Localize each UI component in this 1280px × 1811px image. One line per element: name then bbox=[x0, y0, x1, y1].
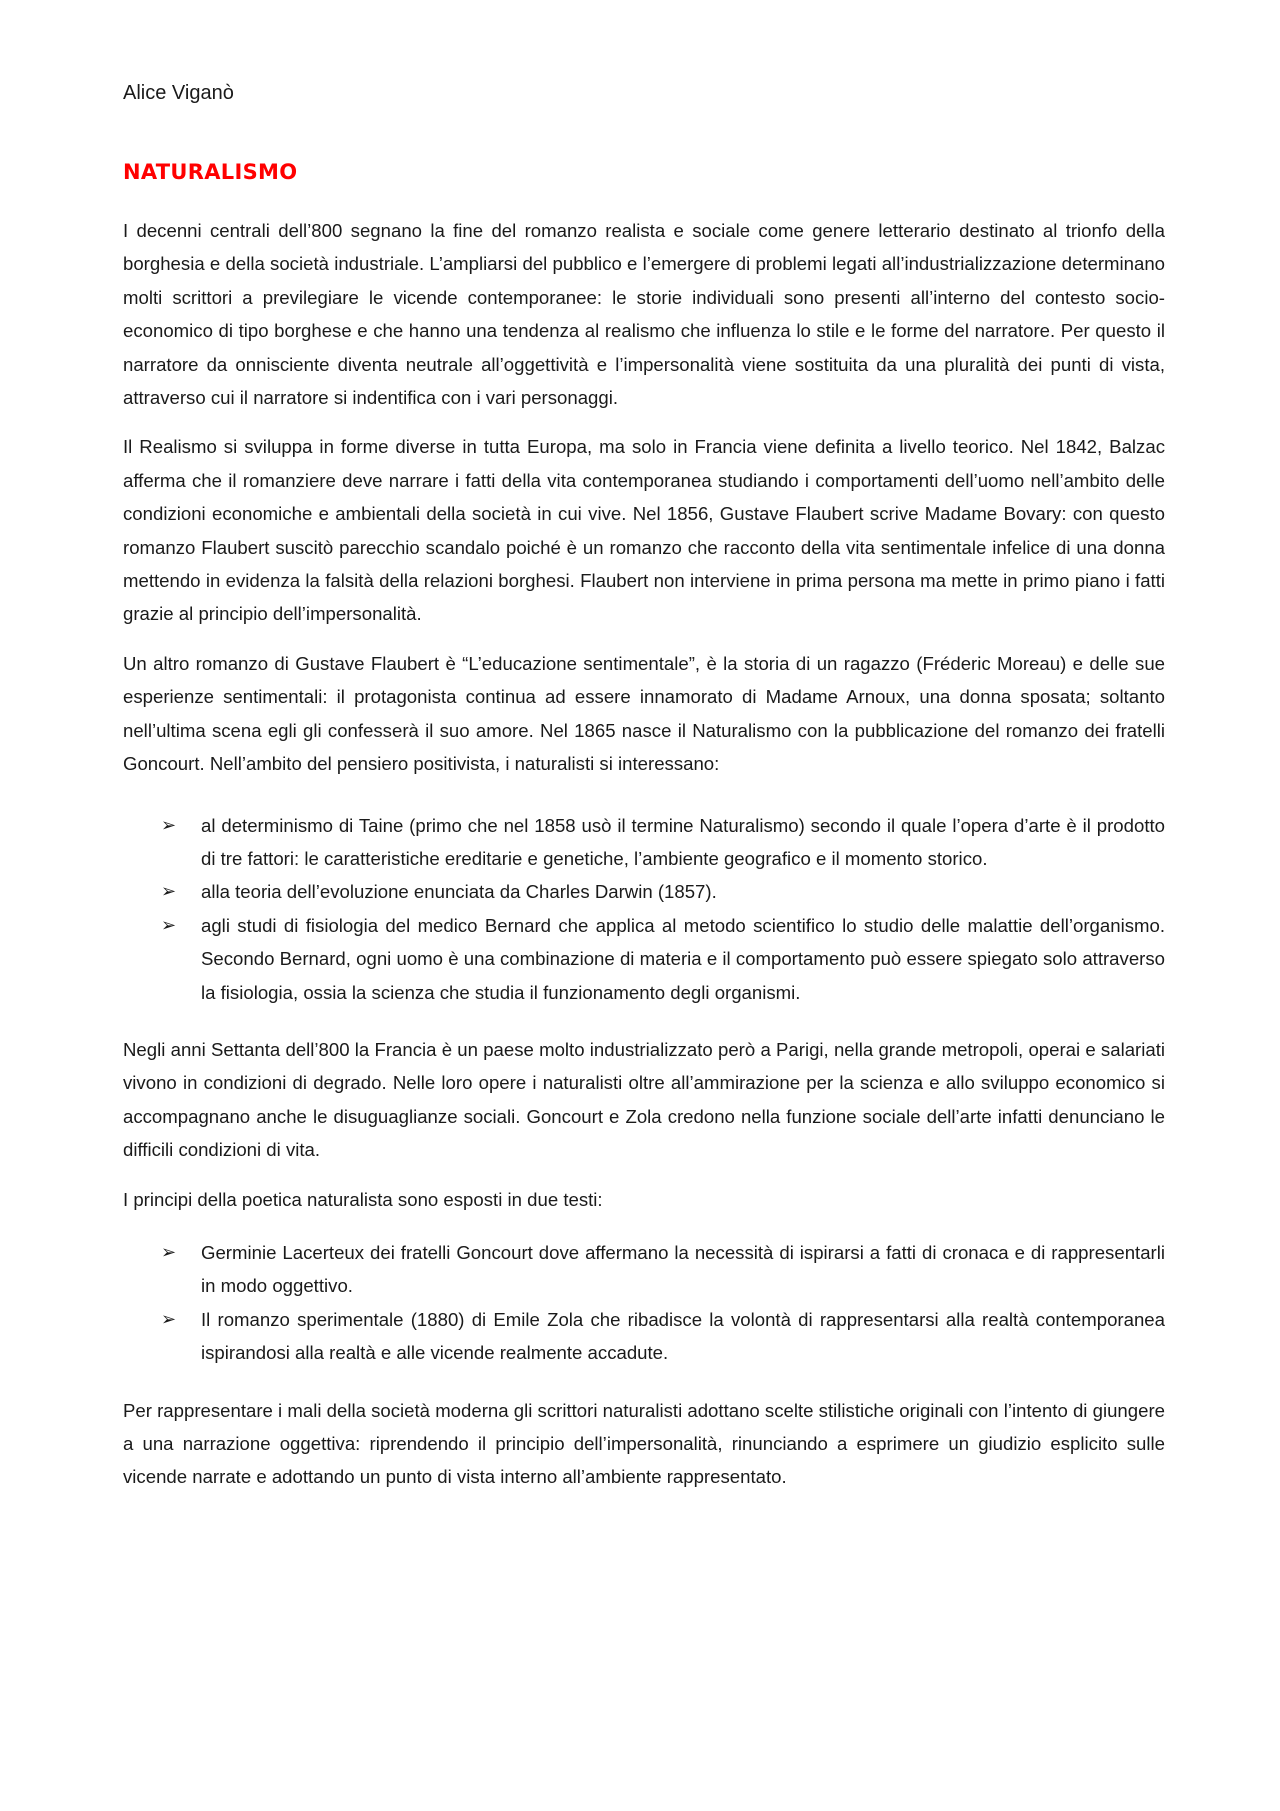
paragraph-principi: I principi della poetica naturalista sono esposti in due testi: bbox=[123, 1188, 603, 1210]
arrow-bullet-icon: ➢ bbox=[161, 1241, 177, 1262]
paragraph-parigi: Negli anni Settanta dell’800 la Francia è un paese molto industrializzato però a Parigi, nella grande metropoli, operai e salariati vivono in condizioni di degrado. Nelle loro opere i naturalisti oltre all’ammirazione per la scienza e allo sviluppo economico si accompagnano anche le disuguaglianze sociali. Goncourt e Zola credono nella funzione sociale dell’arte infatti denunciano le difficili condizioni di vita. bbox=[123, 1038, 1165, 1161]
list-item bbox=[123, 809, 1165, 876]
arrow-bullet-icon: ➢ bbox=[161, 914, 177, 935]
interests-list bbox=[123, 809, 1165, 1009]
arrow-bullet-icon: ➢ bbox=[161, 881, 177, 902]
list-item bbox=[123, 875, 1165, 908]
paragraph-conclusione: Per rappresentare i mali della società moderna gli scrittori naturalisti adottano scelte stilistiche originali con l’intento di giungere a una narrazione oggettiva: riprendendo il principio dell’impersonalità, rinunciando a esprimere un giudizio esplicito sulle vicende narrate e adottando un punto di vista interno all’ambiente rappresentato. bbox=[123, 1399, 1165, 1488]
list-item-text: Germinie Lacerteux dei fratelli Goncourt dove affermano la necessità di ispirarsi a fatti di cronaca e di rappresentarli in modo oggettivo. bbox=[201, 1241, 1165, 1297]
page-title: NATURALISMO bbox=[123, 160, 298, 184]
texts-list bbox=[123, 1236, 1165, 1370]
arrow-bullet-icon: ➢ bbox=[161, 1308, 177, 1329]
list-item bbox=[123, 909, 1165, 1009]
list-item-text: Il romanzo sperimentale (1880) di Emile Zola che ribadisce la volontà di rappresentarsi alla realtà contemporanea ispirandosi alla realtà e alle vicende realmente accadute. bbox=[201, 1308, 1165, 1364]
author-name: Alice Viganò bbox=[123, 82, 234, 104]
list-item bbox=[123, 1303, 1165, 1370]
list-item bbox=[123, 1236, 1165, 1303]
paragraph-flaubert: Un altro romanzo di Gustave Flaubert è “L’educazione sentimentale”, è la storia di un ragazzo (Fréderic Moreau) e delle sue esperienze sentimentali: il protagonista continua ad essere innamorato di Madame Arnoux, una donna sposata; soltanto nell’ultima scena egli gli confesserà il suo amore. Nel 1865 nasce il Naturalismo con la pubblicazione del romanzo dei fratelli Goncourt. Nell’ambito del pensiero positivista, i naturalisti si interessano: bbox=[123, 652, 1165, 775]
arrow-bullet-icon: ➢ bbox=[161, 814, 177, 835]
paragraph-realismo: Il Realismo si sviluppa in forme diverse in tutta Europa, ma solo in Francia viene definita a livello teorico. Nel 1842, Balzac afferma che il romanziere deve narrare i fatti della vita contemporanea studiando i comportamenti dell’uomo nell’ambito delle condizioni economiche e ambientali della società in cui vive. Nel 1856, Gustave Flaubert scrive Madame Bovary: con questo romanzo Flaubert suscitò parecchio scandalo poiché è un romanzo che racconto della vita sentimentale infelice di una donna mettendo in evidenza la falsità della relazioni borghesi. Flaubert non interviene in prima persona ma mette in primo piano i fatti grazie al principio dell’impersonalità. bbox=[123, 436, 1165, 625]
paragraph-intro: I decenni centrali dell’800 segnano la fine del romanzo realista e sociale come genere letterario destinato al trionfo della borghesia e della società industriale. L’ampliarsi del pubblico e l’emergere di problemi legati all’industrializzazione determinano molti scrittori a previlegiare le vicende contemporanee: le storie individuali sono presenti all’interno del contesto socio-economico di tipo borghese e che hanno una tendenza al realismo che influenza lo stile e le forme del narratore. Per questo il narratore da onnisciente diventa neutrale all’oggettività e l’impersonalità viene sostituita da una pluralità dei punti di vista, attraverso cui il narratore si indentifica con i vari personaggi. bbox=[123, 220, 1165, 409]
list-item-text: alla teoria dell’evoluzione enunciata da Charles Darwin (1857). bbox=[201, 881, 717, 903]
list-item-text: al determinismo di Taine (primo che nel 1858 usò il termine Naturalismo) secondo il quale l’opera d’arte è il prodotto di tre fattori: le caratteristiche ereditarie e genetiche, l’ambiente geografico e il momento storico. bbox=[201, 814, 1165, 869]
list-item-text: agli studi di fisiologia del medico Bernard che applica al metodo scientifico lo studio delle malattie dell’organismo. Secondo Bernard, ogni uomo è una combinazione di materia e il comportamento può essere spiegato solo attraverso la fisiologia, ossia la scienza che studia il funzionamento degli organismi. bbox=[201, 914, 1165, 1003]
document-body bbox=[123, 214, 1165, 1510]
